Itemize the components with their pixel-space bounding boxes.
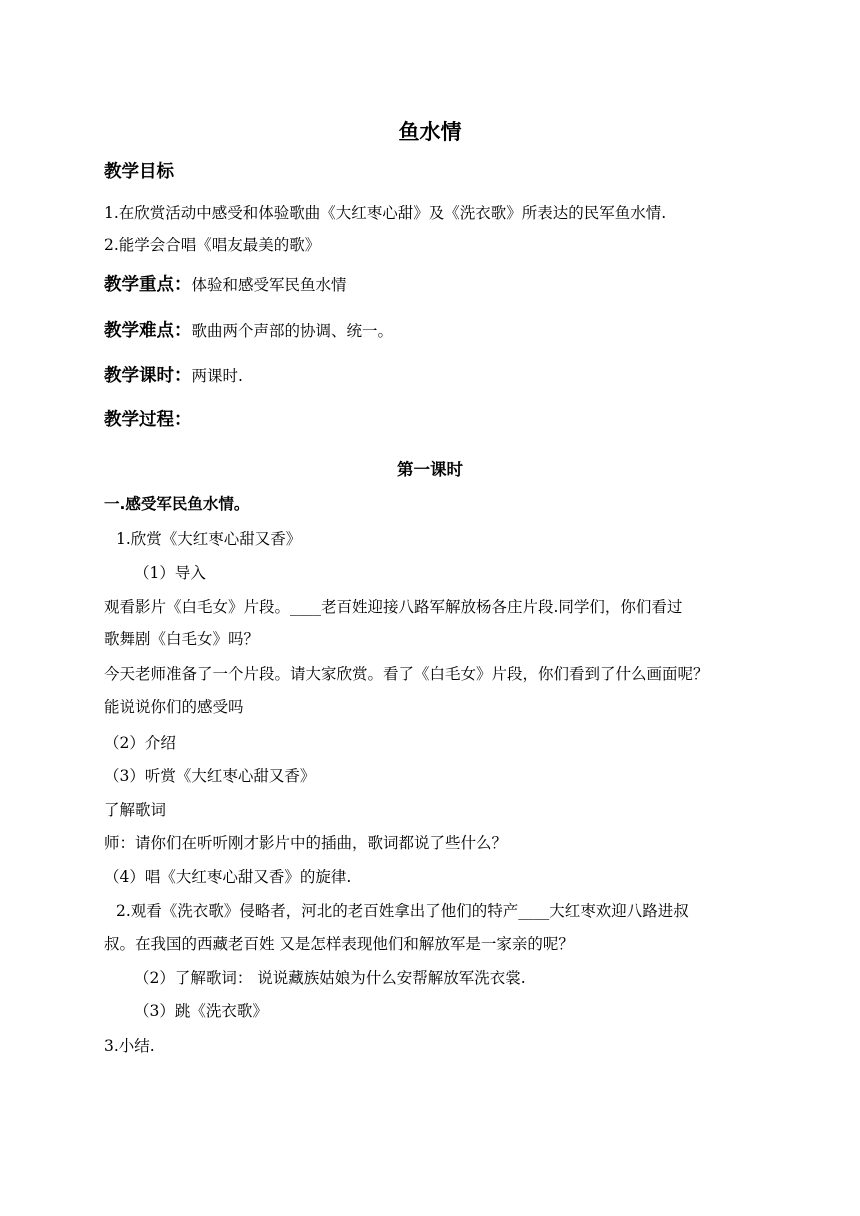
body-line: 叔。在我国的西藏老百姓 又是怎样表现他们和解放军是一家亲的呢？ xyxy=(104,935,574,953)
body-line: 1.欣赏《大红枣心甜又香》 xyxy=(116,530,302,548)
body-line: 今天老师准备了一个片段。请大家欣赏。看了《白毛女》片段，你们看到了什么画面呢？ xyxy=(104,665,709,683)
key-points-row xyxy=(104,275,347,295)
body-line: 师：请你们在听听刚才影片中的插曲，歌词都说了些什么？ xyxy=(104,834,508,852)
body-line: （2）了解歌词： 说说藏族姑娘为什么安帮解放军洗衣裳. xyxy=(134,969,526,987)
key-points-label: 教学重点： xyxy=(104,275,192,295)
body-line: 3.小结. xyxy=(104,1037,155,1055)
difficulties-label: 教学难点： xyxy=(104,321,192,341)
document-title: 鱼水情 xyxy=(398,120,462,144)
hours-label: 教学课时： xyxy=(104,366,192,386)
objective-item-1: 1.在欣赏活动中感受和体验歌曲《大红枣心甜》及《洗衣歌》所表达的民军鱼水情. xyxy=(104,204,667,222)
body-line: 歌舞剧《白毛女》吗？ xyxy=(104,630,260,648)
difficulties-text: 歌曲两个声部的协调、统一。 xyxy=(191,322,394,340)
hours-text: 两课时. xyxy=(191,367,243,385)
body-line: （3）听赏《大红枣心甜又香》 xyxy=(104,767,316,785)
key-points-text: 体验和感受军民鱼水情 xyxy=(191,276,347,294)
objectives-heading: 教学目标 xyxy=(104,162,174,182)
body-line: （1）导入 xyxy=(134,564,206,582)
body-line: （2）介绍 xyxy=(104,734,176,752)
body-line: 能说说你们的感受吗 xyxy=(104,698,244,716)
objective-item-2: 2.能学会合唱《唱友最美的歌》 xyxy=(104,236,321,254)
section-heading: 一.感受军民鱼水情。 xyxy=(104,495,250,513)
body-line: 了解歌词 xyxy=(104,801,167,819)
lesson-heading: 第一课时 xyxy=(397,460,463,479)
body-line: 观看影片《白毛女》片段。____老百姓迎接八路军解放杨各庄片段.同学们，你们看过 xyxy=(104,598,683,616)
process-heading: 教学过程： xyxy=(104,410,192,430)
hours-row xyxy=(104,366,243,386)
body-line: （4）唱《大红枣心甜又香》的旋律. xyxy=(104,868,352,886)
body-line: 2.观看《洗衣歌》侵略者，河北的老百姓拿出了他们的特产____大红枣欢迎八路进叔 xyxy=(116,902,689,920)
difficulties-row xyxy=(104,321,393,341)
body-line: （3）跳《洗衣歌》 xyxy=(134,1002,268,1020)
